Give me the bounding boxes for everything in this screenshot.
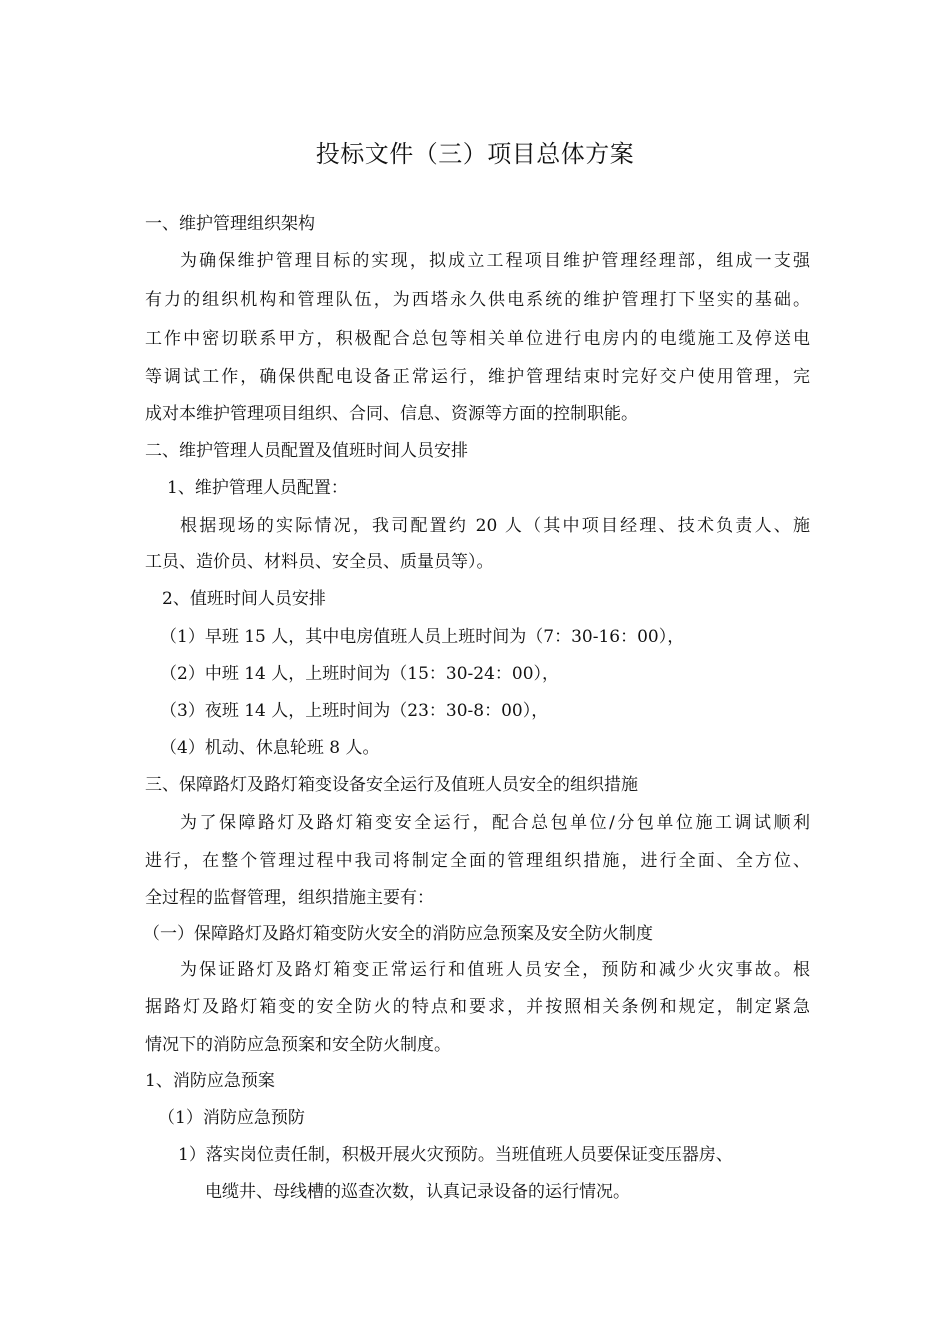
paragraph-line: 全过程的监督管理，组织措施主要有： (145, 888, 434, 908)
list-item: 1）落实岗位责任制，积极开展火灾预防。当班值班人员要保证变压器房、 (178, 1145, 733, 1165)
paragraph-line: 情况下的消防应急预案和安全防火制度。 (145, 1035, 451, 1055)
list-item: （3）夜班 14 人，上班时间为（23：30-8：00）， (160, 701, 549, 721)
paragraph-line: 有力的组织机构和管理队伍，为西塔永久供电系统的维护管理打下坚实的基础。 (145, 290, 810, 310)
subheading: （一）保障路灯及路灯箱变防火安全的消防应急预案及安全防火制度 (143, 924, 653, 944)
list-item: （4）机动、休息轮班 8 人。 (160, 738, 380, 758)
paragraph-line: 为保证路灯及路灯箱变正常运行和值班人员安全，预防和减少火灾事故。根 (180, 960, 810, 980)
heading-1: 一、维护管理组织架构 (145, 214, 315, 234)
heading-3: 三、保障路灯及路灯箱变设备安全运行及值班人员安全的组织措施 (145, 775, 638, 795)
paragraph-line: 据路灯及路灯箱变的安全防火的特点和要求，并按照相关条例和规定，制定紧急 (145, 997, 810, 1017)
subheading: （1）消防应急预防 (158, 1108, 305, 1128)
subheading: 1、消防应急预案 (145, 1071, 275, 1091)
list-item: （2）中班 14 人，上班时间为（15：30-24：00）， (160, 664, 560, 684)
paragraph-line: 等调试工作，确保供配电设备正常运行，维护管理结束时完好交户使用管理，完 (145, 367, 810, 387)
list-item: 电缆井、母线槽的巡查次数，认真记录设备的运行情况。 (205, 1182, 630, 1202)
list-item: （1）早班 15 人，其中电房值班人员上班时间为（7：30-16：00）， (160, 627, 685, 647)
subheading: 2、值班时间人员安排 (162, 589, 326, 609)
paragraph-line: 根据现场的实际情况，我司配置约 20 人（其中项目经理、技术负责人、施 (180, 516, 810, 536)
paragraph-line: 工作中密切联系甲方，积极配合总包等相关单位进行电房内的电缆施工及停送电 (145, 329, 810, 349)
paragraph-line: 为了保障路灯及路灯箱变安全运行，配合总包单位/分包单位施工调试顺利 (180, 813, 810, 833)
paragraph-line: 工员、造价员、材料员、安全员、质量员等）。 (145, 552, 494, 572)
paragraph-line: 进行，在整个管理过程中我司将制定全面的管理组织措施，进行全面、全方位、 (145, 851, 810, 871)
paragraph-line: 为确保维护管理目标的实现，拟成立工程项目维护管理经理部，组成一支强 (180, 251, 810, 271)
document-title: 投标文件（三）项目总体方案 (315, 140, 635, 168)
paragraph-line: 成对本维护管理项目组织、合同、信息、资源等方面的控制职能。 (145, 404, 638, 424)
heading-2: 二、维护管理人员配置及值班时间人员安排 (145, 441, 468, 461)
subheading: 1、维护管理人员配置： (167, 478, 348, 498)
